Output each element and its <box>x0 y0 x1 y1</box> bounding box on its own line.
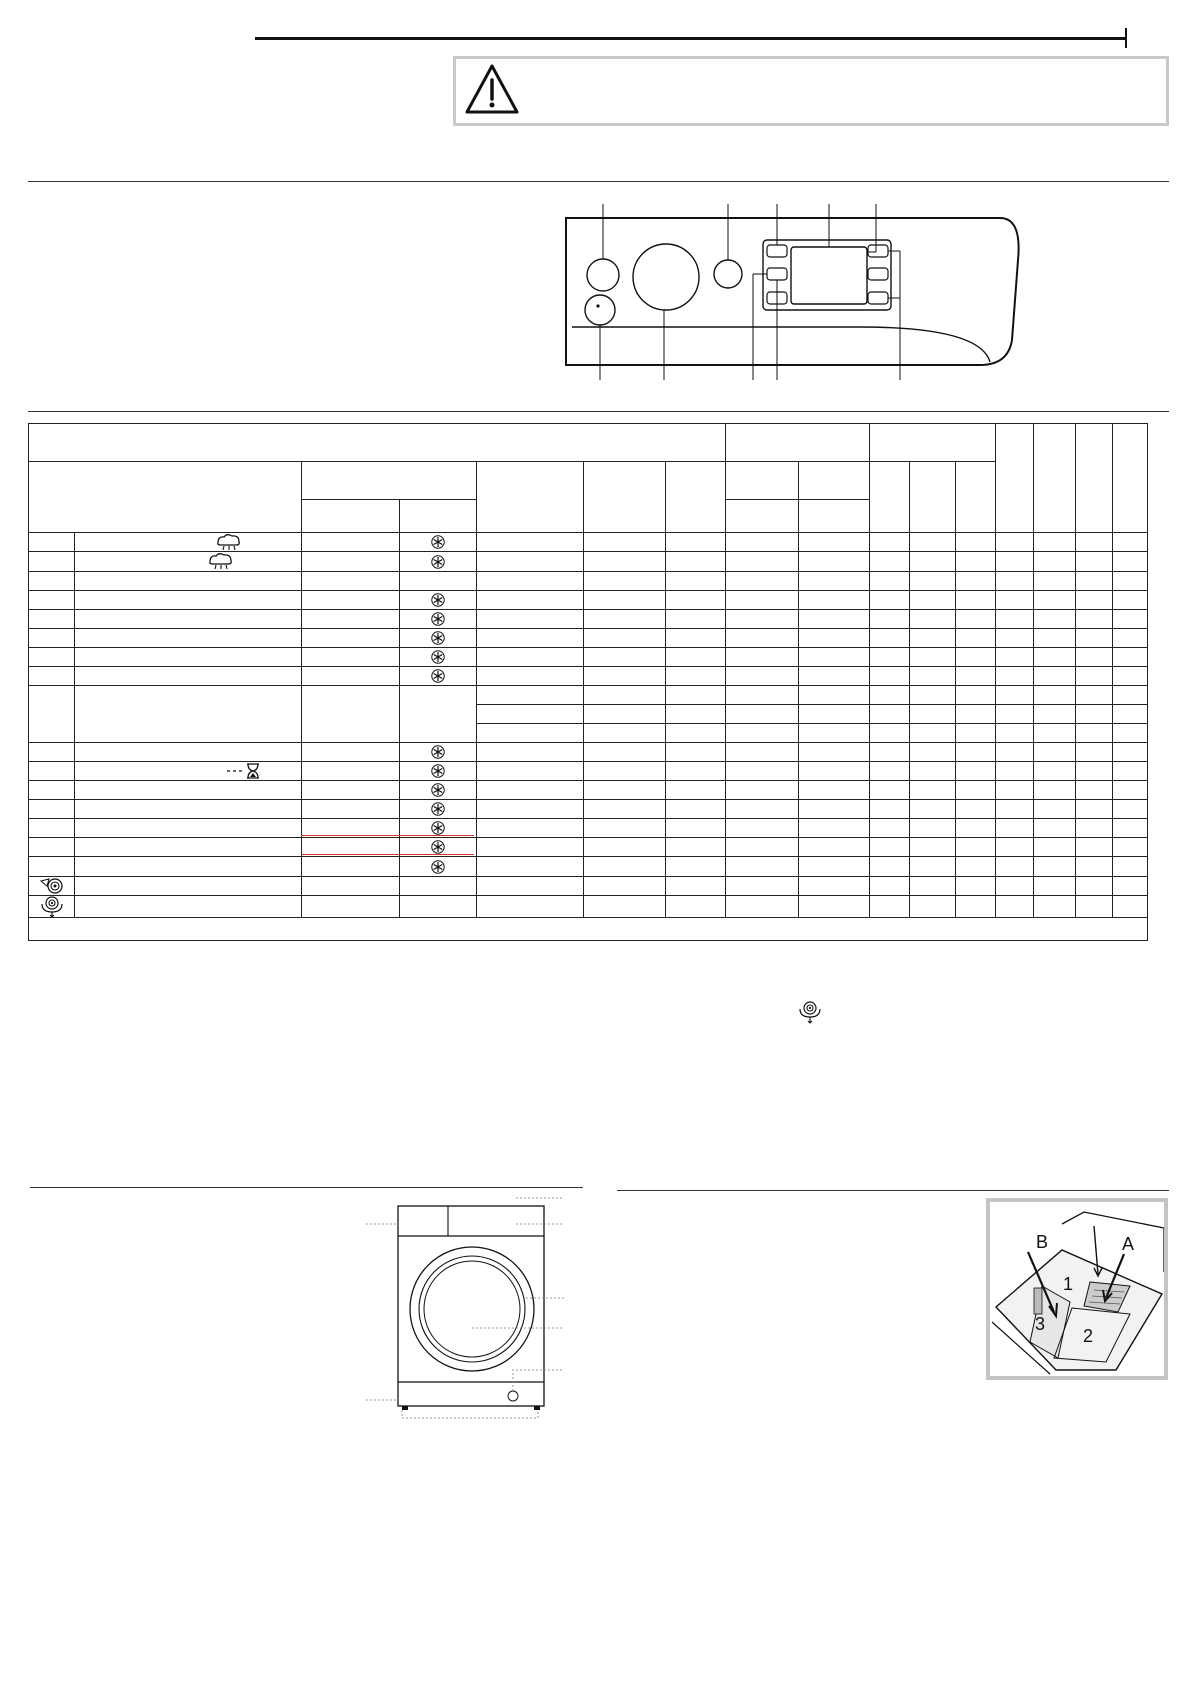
snowflake-icon <box>431 764 445 778</box>
snowflake-icon <box>431 612 445 626</box>
snowflake-icon <box>431 669 445 683</box>
snowflake-icon <box>431 821 445 835</box>
snowflake-icon <box>431 860 445 874</box>
table-header-row-1 <box>29 424 1148 462</box>
option-knob <box>714 260 742 288</box>
warning-box <box>453 56 1169 126</box>
header-rule <box>255 37 1125 40</box>
control-panel-diagram <box>560 200 1030 380</box>
table-header-row-2 <box>29 462 1148 500</box>
snowflake-icon <box>431 650 445 664</box>
snowflake-icon <box>431 535 445 549</box>
rinse-spin-icon <box>37 877 67 896</box>
table-row <box>29 743 1148 762</box>
spin-drain-icon <box>39 896 65 918</box>
table-row <box>29 609 1148 628</box>
red-marker-line <box>301 854 474 855</box>
table-row <box>29 571 1148 590</box>
snowflake-icon <box>431 802 445 816</box>
start-button <box>585 295 615 325</box>
dispenser-label-3: 3 <box>1034 1314 1046 1334</box>
steam-icon <box>215 533 243 551</box>
table-row <box>29 819 1148 838</box>
dispenser-label-b: B <box>1035 1232 1049 1252</box>
programme-table <box>28 423 1148 941</box>
table-row <box>29 647 1148 666</box>
dispenser-photo-frame <box>986 1198 1168 1380</box>
snowflake-icon <box>431 555 445 569</box>
spin-drain-icon <box>797 1000 823 1024</box>
table-row <box>29 533 1148 552</box>
table-row <box>29 800 1148 819</box>
table-row <box>29 590 1148 609</box>
program-dial <box>633 244 699 310</box>
table-row <box>29 762 1148 781</box>
section-rule-1 <box>28 181 1169 182</box>
table-row <box>29 876 1148 895</box>
dispenser-label-2: 2 <box>1082 1326 1094 1346</box>
section-rule-3-left <box>30 1187 583 1188</box>
section-rule-2 <box>28 411 1169 412</box>
table-row <box>29 552 1148 571</box>
table-row <box>29 838 1148 857</box>
snowflake-icon <box>431 631 445 645</box>
section-rule-3-right <box>617 1190 1169 1191</box>
power-button <box>587 259 619 291</box>
detergent-dispenser-photo <box>990 1202 1164 1376</box>
table-row <box>29 666 1148 685</box>
table-footer-row <box>29 917 1148 940</box>
steam-icon <box>207 552 235 570</box>
washing-machine-front-diagram <box>366 1194 566 1426</box>
hourglass-timer-icon <box>225 762 265 780</box>
snowflake-icon <box>431 745 445 759</box>
table-row <box>29 781 1148 800</box>
dispenser-label-1: 1 <box>1062 1274 1074 1294</box>
snowflake-icon <box>431 593 445 607</box>
snowflake-icon <box>431 840 445 854</box>
dispenser-label-a: A <box>1121 1234 1135 1254</box>
table-row <box>29 895 1148 917</box>
red-marker-line <box>301 835 474 836</box>
table-row <box>29 685 1148 704</box>
table-row <box>29 857 1148 876</box>
warning-triangle-icon <box>464 63 520 115</box>
header-rule-tick <box>1125 28 1127 48</box>
snowflake-icon <box>431 783 445 797</box>
table-row <box>29 628 1148 647</box>
